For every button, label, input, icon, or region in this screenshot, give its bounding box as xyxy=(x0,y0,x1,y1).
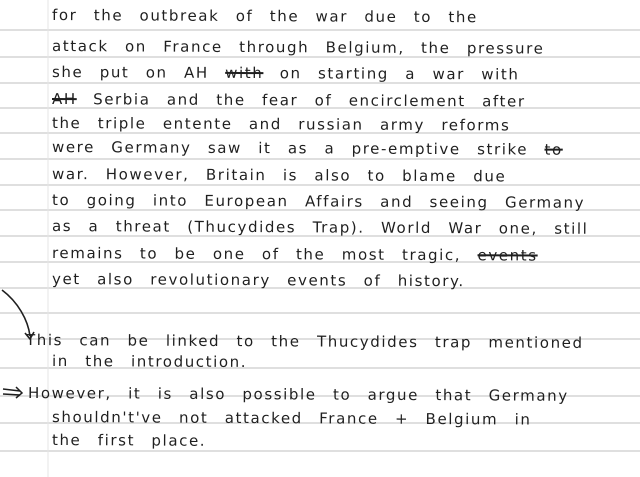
text-line-3 xyxy=(52,63,520,83)
text-line-10 xyxy=(52,244,538,265)
text-line-6 xyxy=(52,138,563,159)
text-line-16: the first place. xyxy=(51,431,207,450)
text-line-2: attack on France through Belgium, the pressure xyxy=(51,37,545,58)
text-line-7: war. However, Britain is also to blame due xyxy=(51,165,507,186)
crossed-out-word: with xyxy=(225,63,264,83)
line-10-start: remains to be one of the most tragic, xyxy=(51,244,478,265)
text-line-1: for the outbreak of the war due to the xyxy=(51,6,478,27)
text-line-13: in the introduction. xyxy=(51,352,248,372)
line-6-start: were Germany saw it as a pre-emptive strike xyxy=(51,138,545,159)
text-line-5: the triple entente and russian army reforms xyxy=(51,114,511,135)
text-line-15: shouldn't've not attacked France + Belgium in xyxy=(51,408,532,429)
line-3-start: she put on AH xyxy=(51,63,226,82)
text-line-9: as a threat (Thucydides Trap). World War one, still xyxy=(51,217,589,238)
arrow-icon xyxy=(2,386,24,400)
line-3-end: on starting a war with xyxy=(263,64,520,84)
text-line-14: However, it is also possible to argue that Germany xyxy=(27,384,569,405)
crossed-out-word: events xyxy=(477,246,538,265)
crossed-out-word: to xyxy=(544,140,563,159)
text-line-8: to going into European Affairs and seeing Germany xyxy=(51,191,586,212)
text-line-4 xyxy=(52,90,526,110)
text-line-11: yet also revolutionary events of history. xyxy=(51,270,465,291)
line-4-end: Serbia and the fear of encirclement after xyxy=(76,90,526,111)
crossed-out-word: AH xyxy=(51,90,77,109)
text-line-12: This can be linked to the Thucydides trap mentioned xyxy=(25,331,584,352)
